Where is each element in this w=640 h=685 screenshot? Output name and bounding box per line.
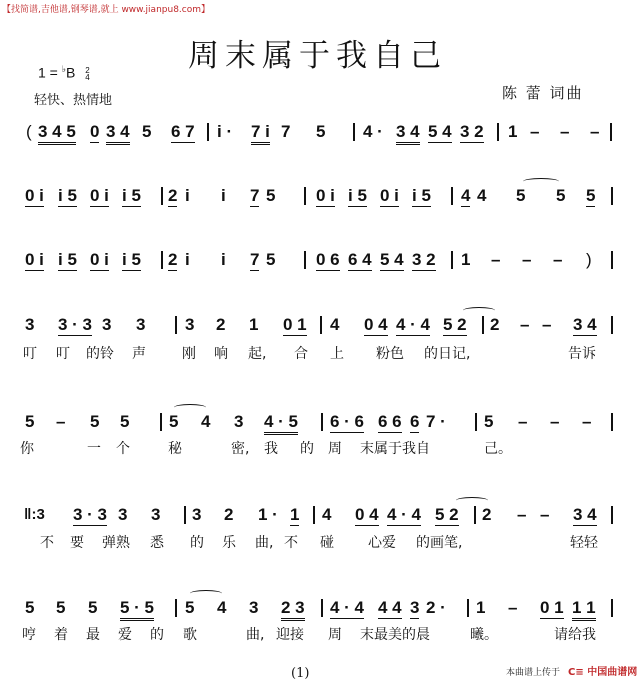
composer-credit: 陈 蕾 词曲: [502, 84, 584, 102]
page-number: (1): [291, 666, 310, 681]
upload-note: 本曲谱上传于: [506, 668, 561, 678]
score-row-3: 0 i i 5 0 i i 5 2 i i 7 5 0 6 6 4 5 4 3 2 1 – – – ): [0, 250, 640, 280]
score-row-7: 5 5 5 5 · 5 5 4 3 2 3 4 · 4 4 4 3 2 · 1 – 0 1 1 1: [0, 598, 640, 628]
score-row-1: ( 3 4 5 0 3 4 5 6 7 i · 7 i 7 5 4 · 3 4 5 4 3 2 1 – – –: [0, 122, 640, 152]
key-signature: [38, 64, 90, 81]
logo-icon: C≡: [568, 667, 588, 678]
score-row-4: 3 3 · 3 3 3 3 2 1 0 1 4 0 4 4 · 4 5 2 2 – – 3 4: [0, 315, 640, 345]
key-note: B: [66, 64, 76, 81]
flat-symbol: ♭: [61, 64, 66, 74]
site-logo[interactable]: C≡ 中国曲谱网: [568, 667, 638, 678]
song-title: 周末属于我自己: [188, 38, 447, 74]
score-row-5: 5 – 5 5 5 4 3 4 · 5 6 · 6 6 6 6 7 · 5 – – –: [0, 412, 640, 442]
site-banner: 【找简谱,吉他谱,钢琴谱,就上 www.jianpu8.com】: [2, 5, 211, 15]
tempo-marking: 轻快、热情地: [34, 93, 113, 108]
time-signature: 2 4: [85, 65, 90, 82]
score-row-2: 0 i i 5 0 i i 5 2 i i 7 5 0 i i 5 0 i i 5 4 4 5 5 5: [0, 186, 640, 216]
key-one: 1 =: [38, 64, 58, 81]
score-row-6: ‖:3 3 · 3 3 3 3 2 1 · 1 4 0 4 4 · 4 5 2 2 – – 3 4: [0, 505, 640, 535]
